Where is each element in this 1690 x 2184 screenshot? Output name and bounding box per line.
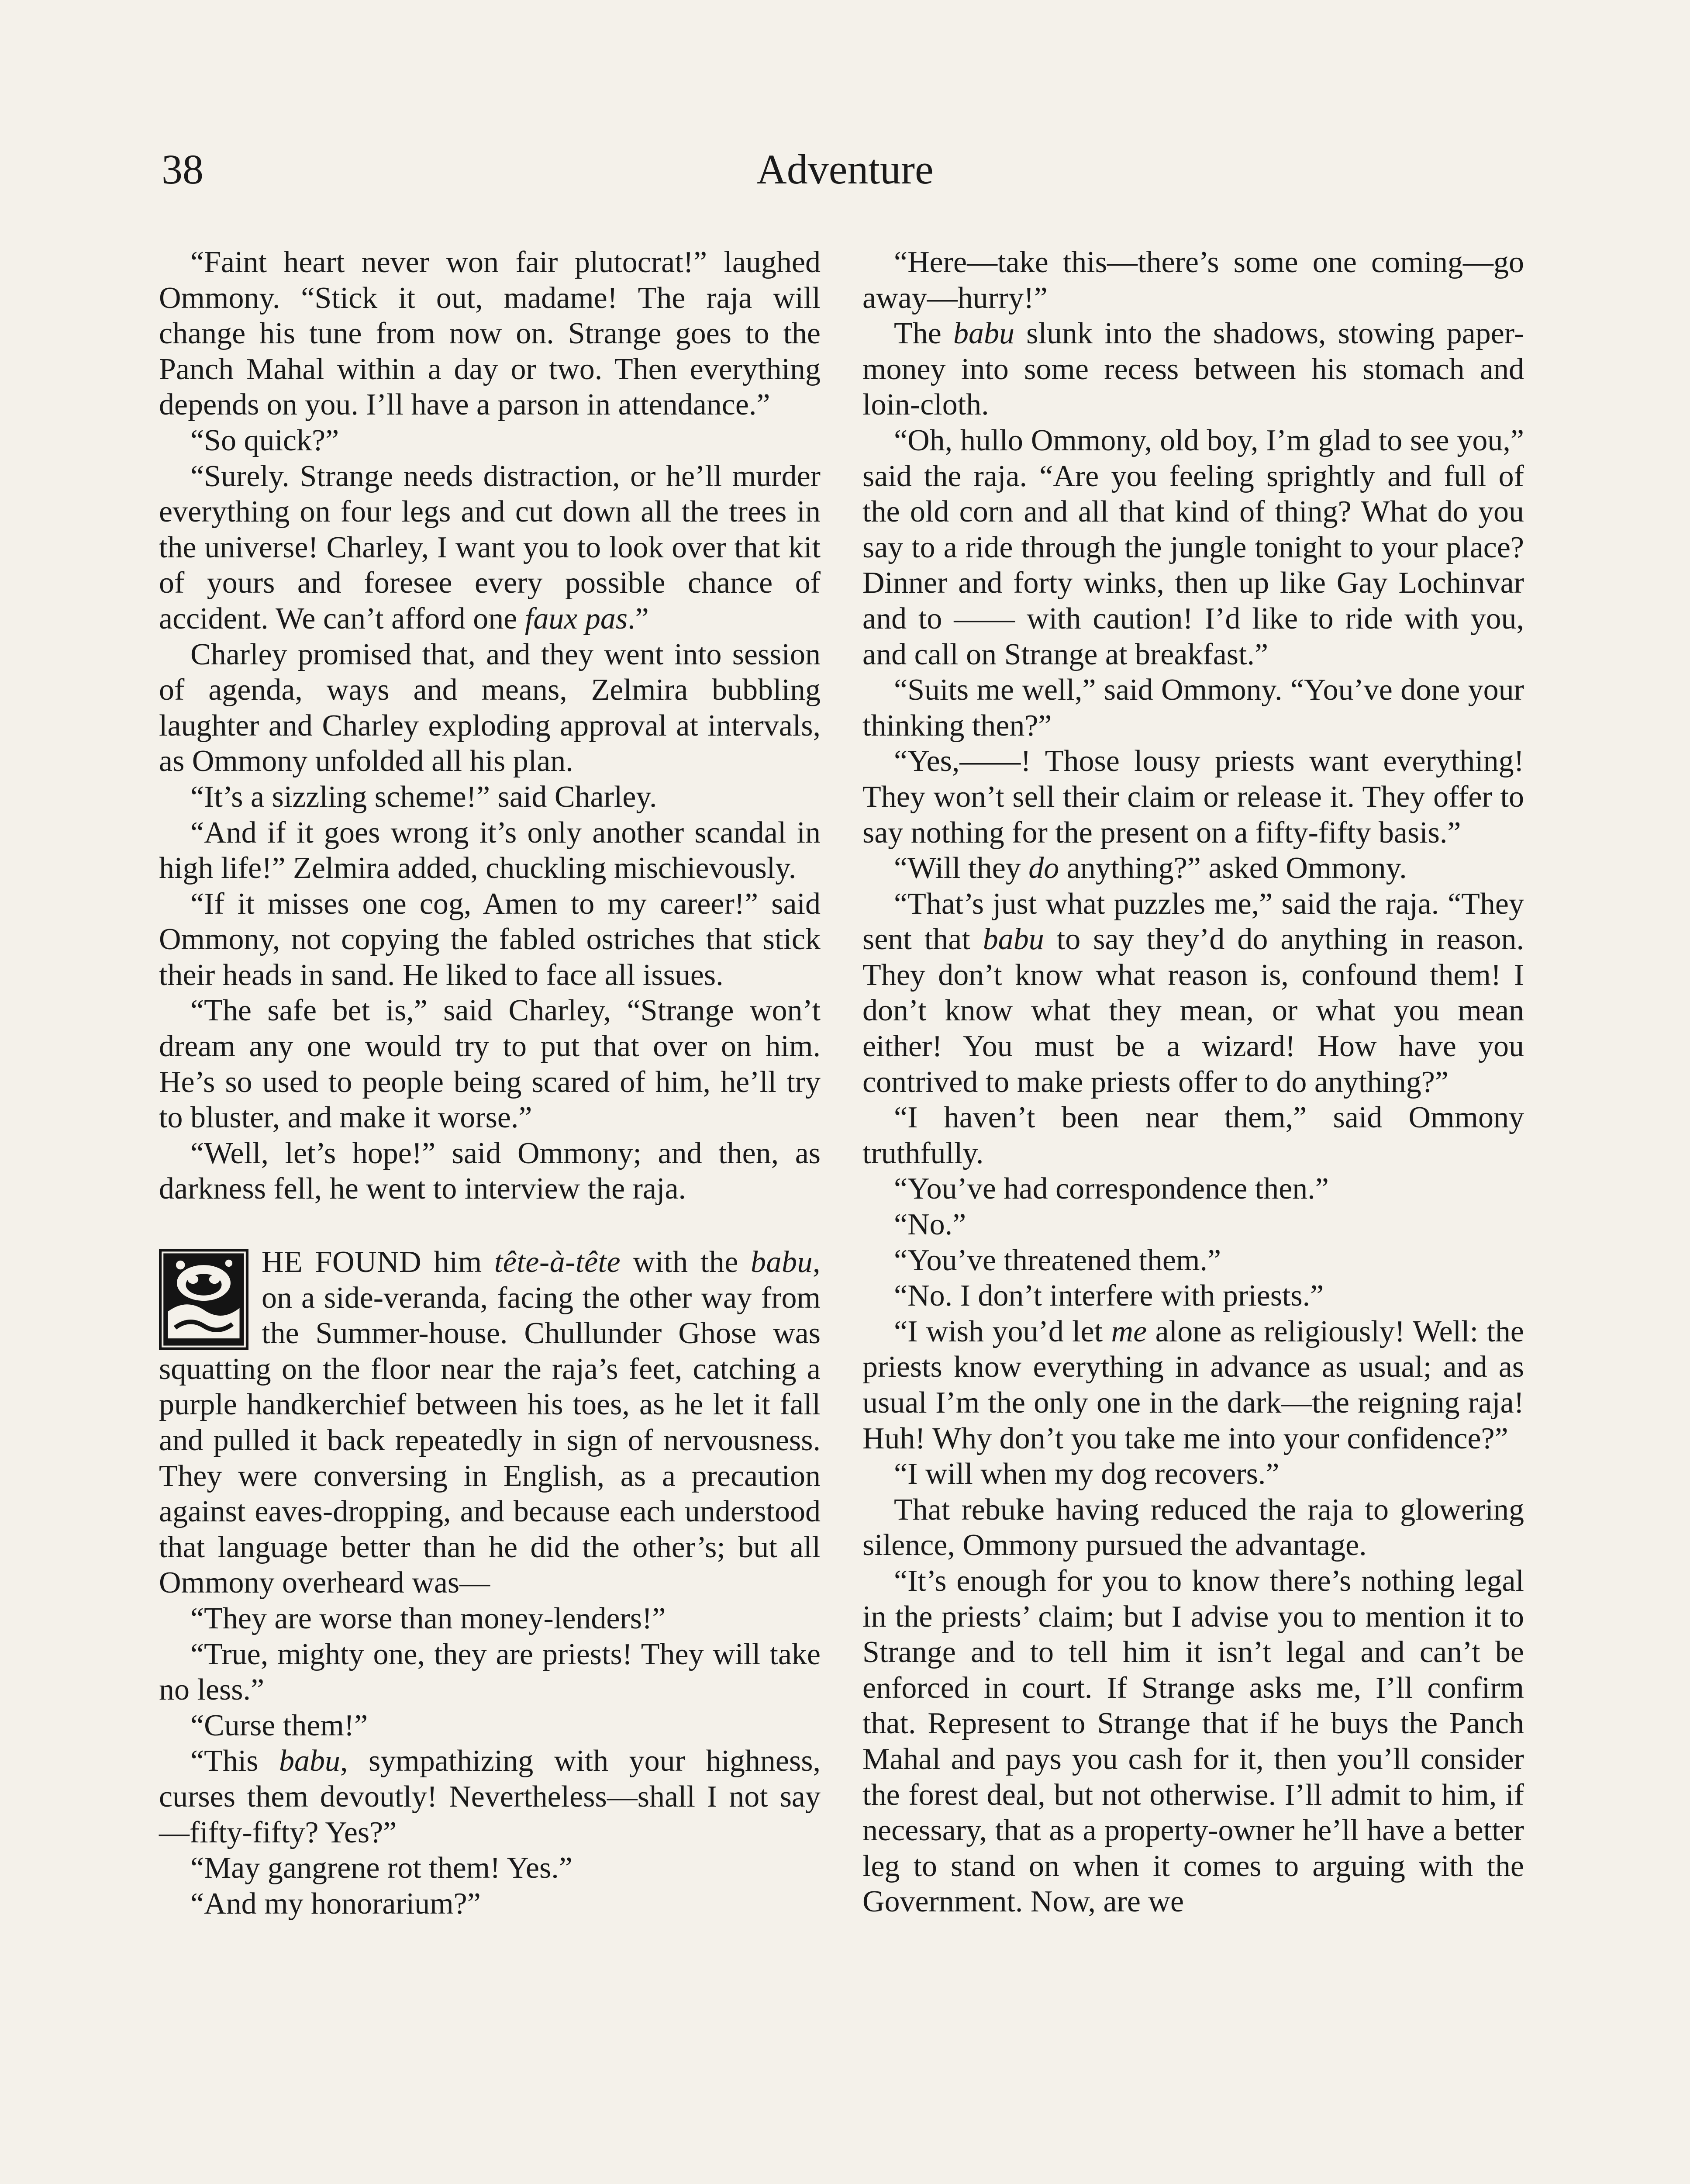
paragraph: “Oh, hullo Ommony, old boy, I’m glad to see you,” said the raja. “Are you feeling sprightly and full of the old corn and all that kind of thing? What do you say to a ride through the jungle tonight to your place? Dinner and forty winks, then up like Gay Lochinvar and to —— with caution! I’d like to ride with you, and call on Strange at breakfast.” (862, 423, 1524, 671)
text-run: “That’s just what puzzles me,” said the raja. “They sent that (862, 887, 1524, 957)
page-number: 38 (162, 146, 203, 193)
italic-text: babu (751, 1245, 813, 1279)
running-head-title: Adventure (756, 146, 934, 193)
italic-text: babu (983, 923, 1044, 957)
text-run: , sympathizing with your highness, curses them devoutly! Nevertheless—shall I not say—fifty-fifty? Yes?” (159, 1744, 821, 1849)
italic-text: babu (279, 1744, 341, 1778)
paragraph (159, 1743, 821, 1850)
text-run: “Surely. Strange needs distraction, or he’ll murder everything on four legs and cut down all the trees in the universe! Charley, I want you to look over that kit of yours and foresee every possible chance of accident. We can’t afford one (159, 459, 821, 636)
text-run: “I wish you’d let (894, 1314, 1111, 1348)
paragraph: That rebuke having reduced the raja to glowering silence, Ommony pursued the advantage. (862, 1493, 1524, 1562)
paragraph (862, 316, 1524, 423)
dropcap-ornament-icon (159, 1249, 248, 1350)
paragraph: “Faint heart never won fair plutocrat!” laughed Ommony. “Stick it out, madame! The raja will change his tune from now on. Strange goes to the Panch Mahal within a day or two. Then everything depends on you. I’ll have a parson in attendance.” (159, 245, 821, 422)
text-run: alone as religiously! Well: the priests know everything in advance as usual; and as usual I’m the only one in the dark—the reigning raja! Huh! Why don’t you take me into your confidence?” (862, 1314, 1524, 1455)
section-opening-paragraph (159, 1244, 821, 1601)
paragraph: “They are worse than money-lenders!” (190, 1601, 666, 1635)
right-column (862, 245, 1524, 1920)
text-run: anything?” asked Ommony. (1059, 851, 1407, 885)
paragraph: “May gangrene rot them! Yes.” (190, 1851, 573, 1885)
paragraph: “Yes,——! Those lousy priests want everything! They won’t sell their claim or release it. They offer to say nothing for the present on a fifty-fifty basis.” (862, 744, 1524, 850)
paragraph: “Suits me well,” said Ommony. “You’ve done your thinking then?” (862, 673, 1524, 743)
italic-text: tête-à-tête (494, 1245, 621, 1279)
text-run: slunk into the shadows, stowing paper-money into some recess between his stomach and loin-cloth. (862, 317, 1524, 422)
text-run: “Will they (894, 851, 1029, 885)
italic-text: babu (953, 317, 1015, 351)
paragraph: “It’s a sizzling scheme!” said Charley. (190, 780, 657, 814)
small-caps-lead: HE FOUND (262, 1245, 422, 1279)
paragraph: “And my honorarium?” (190, 1887, 481, 1921)
paragraph: “And if it goes wrong it’s only another scandal in high life!” Zelmira added, chuckling mischievously. (159, 816, 821, 885)
paragraph: “So quick?” (190, 423, 339, 457)
paragraph: “It’s enough for you to know there’s nothing legal in the priests’ claim; but I advise you to mention it to Strange and to tell him it isn’t legal and can’t be enforced in court. If Strange asks me, I’ll confirm that. Represent to Strange that if he buys the Panch Mahal and pays you cash for it, then you’ll consider the forest deal, but not otherwise. I’ll admit to him, if necessary, that as a property-owner he’ll have a better leg to stand on when it comes to arguing with the Government. Now, are we (862, 1564, 1524, 1919)
left-column (159, 245, 821, 1921)
text-run: him (421, 1245, 494, 1279)
text-run: to say they’d do anything in reason. They don’t know what reason is, confound them! I don’t know what they mean, or what you mean either! You must be a wizard! How have you contrived to make priests offer to do anything?” (862, 923, 1524, 1099)
paragraph: “The safe bet is,” said Charley, “Strange won’t dream any one would try to put that over on him. He’s so used to people being scared of him, he’ll try to bluster, and make it worse.” (159, 994, 821, 1135)
paragraph (862, 1314, 1524, 1456)
text-run: “This (190, 1744, 279, 1778)
paragraph (862, 886, 1524, 1100)
italic-text: do (1028, 851, 1059, 885)
text-run: The (894, 317, 954, 351)
paragraph: “I haven’t been near them,” said Ommony truthfully. (862, 1101, 1524, 1170)
paragraph: “I will when my dog recovers.” (894, 1457, 1280, 1491)
paragraph: “You’ve threatened them.” (894, 1243, 1221, 1277)
paragraph: Charley promised that, and they went into session of agenda, ways and means, Zelmira bubbling laughter and Charley exploding approval at intervals, as Ommony unfolded all his plan. (159, 637, 821, 778)
text-run: .” (628, 601, 649, 636)
text-run: , on a side-veranda, facing the other way from the Summer-house. Chullunder Ghose was squatting on the floor near the raja’s feet, catching a purple handkerchief between his toes, as he let it fall and pulled it back repeatedly in sign of nervousness. They were conversing in English, as a precaution against eaves-dropping, and because each understood that language better than he did the other’s; but all Ommony overheard was— (159, 1245, 821, 1600)
paragraph (159, 459, 821, 637)
paragraph: “You’ve had correspondence then.” (894, 1172, 1329, 1206)
paragraph: “True, mighty one, they are priests! They will take no less.” (159, 1637, 821, 1707)
paragraph: “No. I don’t interfere with priests.” (894, 1279, 1324, 1313)
paragraph (862, 850, 1524, 886)
paragraph: “Well, let’s hope!” said Ommony; and then, as darkness fell, he went to interview the raja. (159, 1136, 821, 1206)
italic-text: me (1111, 1314, 1147, 1348)
paragraph: “Curse them!” (190, 1708, 368, 1742)
text-run: with the (621, 1245, 751, 1279)
italic-text: faux pas (524, 601, 628, 636)
paragraph: “Here—take this—there’s some one coming—go away—hurry!” (862, 245, 1524, 315)
paragraph: “No.” (894, 1208, 966, 1242)
paragraph: “If it misses one cog, Amen to my career!” said Ommony, not copying the fabled ostriches that stick their heads in sand. He liked to face all issues. (159, 887, 821, 992)
